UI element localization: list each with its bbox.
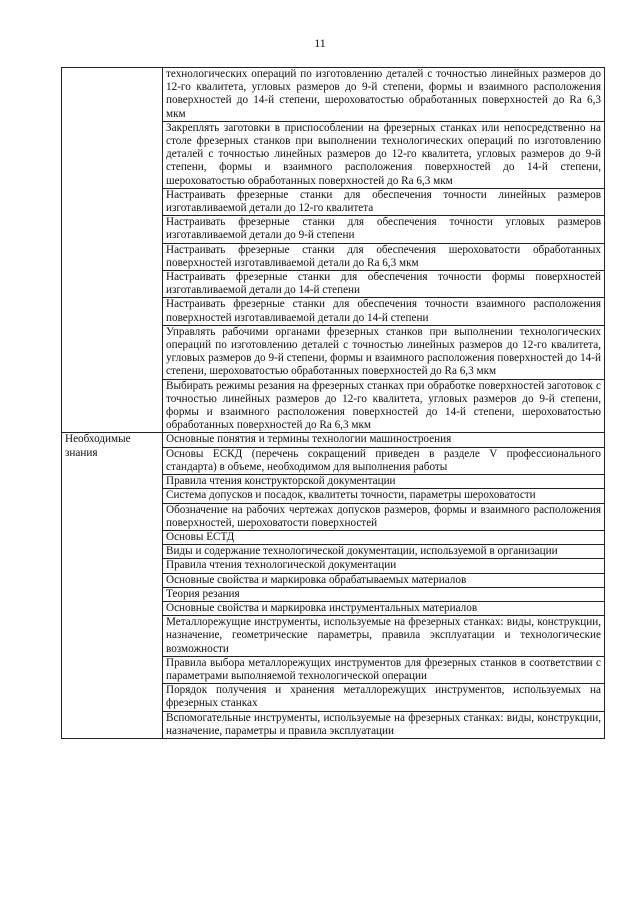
skills-label-cell [62, 68, 163, 433]
table-row [62, 68, 605, 122]
table-cell-text: Настраивать фрезерные станки для обеспечения шероховатости обработанных поверхностей изготавливаемой детали до Ra 6,3 мкм [163, 243, 605, 270]
table-cell-text: Основные понятия и термины технологии машиностроения [163, 433, 605, 447]
table-cell-text: Порядок получения и хранения металлорежущих инструментов, используемых на фрезерных станках [163, 684, 605, 711]
table-cell-text: Основные свойства и маркировка инструментальных материалов [163, 601, 605, 615]
requirements-table [61, 67, 605, 739]
table-cell-text: Правила чтения конструкторской документации [163, 475, 605, 489]
table-cell-text: Обозначение на рабочих чертежах допусков размеров, формы и взаимного расположения поверхностей, шероховатости поверхностей [163, 503, 605, 530]
table-cell-text: Настраивать фрезерные станки для обеспечения точности взаимного расположения поверхностей изготавливаемой детали до 14-й степени [163, 298, 605, 325]
table-cell-text: технологических операций по изготовлению деталей с точностью линейных размеров до 12-го квалитета, угловых размеров до 9-й степени, формы и взаимного расположения поверхностей до 14-й степени, шероховатостью обработанных поверхностей до Ra 6,3 мкм [163, 68, 605, 122]
table-cell-text: Основные свойства и маркировка обрабатываемых материалов [163, 573, 605, 587]
table-cell-text: Выбирать режимы резания на фрезерных станках при обработке поверхностей заготовок с точностью линейных размеров до 12-го квалитета, угловых размеров до 9-й степени, формы и взаимного расположения поверхностей до 14-й степени, шероховатостью обработанных поверхностей до Ra 6,3 мкм [163, 379, 605, 433]
table-cell-text: Настраивать фрезерные станки для обеспечения точности формы поверхностей изготавливаемой детали до 14-й степени [163, 271, 605, 298]
table-cell-text: Настраивать фрезерные станки для обеспечения точности линейных размеров изготавливаемой детали до 12-го квалитета [163, 188, 605, 215]
table-cell-text: Правила выбора металлорежущих инструментов для фрезерных станков в соответствии с параметрами выполняемой технологической операции [163, 656, 605, 683]
table-row [62, 433, 605, 447]
table-cell-text: Закреплять заготовки в приспособлении на фрезерных станках или непосредственно на столе фрезерных станков при выполнении технологических операций по изготовлению деталей с точностью линейных размеров до 12-го квалитета, угловых размеров до 9-й степени, формы и взаимного расположения поверхностей до 14-й степени, шероховатостью обработанных поверхностей до Ra 6,3 мкм [163, 121, 605, 188]
knowledge-label-cell [62, 433, 163, 738]
table-cell-text: Теория резания [163, 587, 605, 601]
table-cell-text: Настраивать фрезерные станки для обеспечения точности угловых размеров изготавливаемой детали до 9-й степени [163, 216, 605, 243]
table-cell-text: Управлять рабочими органами фрезерных станков при выполнении технологических операций по изготовлению деталей с точностью линейных размеров до 12-го квалитета, угловых размеров до 9-й степени, формы и взаимного расположения поверхностей до 14-й степени, шероховатостью обработанных поверхностей до Ra 6,3 мкм [163, 325, 605, 379]
table-cell-text: Виды и содержание технологической документации, используемой в организации [163, 545, 605, 559]
table-cell-text: Основы ЕСТД [163, 530, 605, 544]
table-cell-text: Система допусков и посадок, квалитеты точности, параметры шероховатости [163, 489, 605, 503]
page-number: 11 [314, 36, 326, 50]
knowledge-label: Необходимые знания [65, 433, 131, 459]
table-cell-text: Основы ЕСКД (перечень сокращений приведен в разделе V профессионального стандарта) в объеме, необходимом для выполнения работы [163, 447, 605, 474]
table-cell-text: Вспомогательные инструменты, используемые на фрезерных станках: виды, конструкции, назначение, параметры и правила эксплуатации [163, 711, 605, 738]
table-cell-text: Правила чтения технологической документации [163, 559, 605, 573]
table-cell-text: Металлорежущие инструменты, используемые на фрезерных станках: виды, конструкции, назначение, геометрические параметры, правила эксплуатации и технологические возможности [163, 616, 605, 657]
